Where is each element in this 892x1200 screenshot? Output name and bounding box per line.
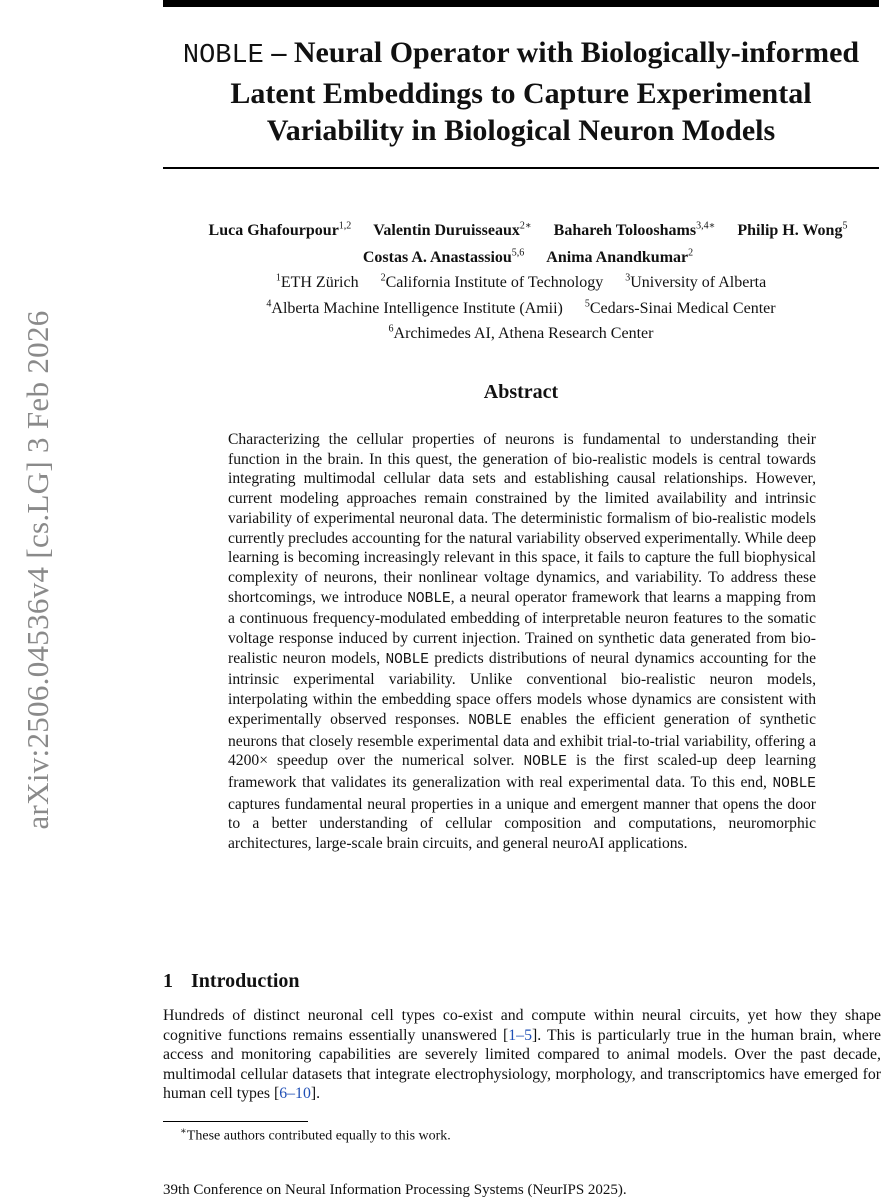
affiliation: $^4$Alberta Machine Intelligence Institute (Amii)	[266, 298, 563, 317]
author: Luca Ghafourpour$^{1,2}$	[208, 221, 352, 240]
author: Anima Anandkumar$^2$	[546, 247, 694, 266]
introduction-paragraph: Hundreds of distinct neuronal cell types co-exist and compute within neural circuits, yet how they shape cognitive functions remains essentially unanswered [1–5]. This is particularly true in the human brain, where access and monitoring capabilities are severely limited compared to animal models. Over the past decade, multimodal cellular datasets that integrate electrophysiology, morphology, and transcriptomics have emerged for human cell types [6–10].	[163, 1007, 881, 1103]
noble-term: NOBLE	[523, 754, 567, 771]
abstract-heading: Abstract	[483, 381, 559, 403]
conference-note: 39th Conference on Neural Information Processing Systems (NeurIPS 2025).	[163, 1182, 627, 1198]
section-heading-introduction	[163, 970, 300, 993]
noble-term: NOBLE	[385, 651, 429, 668]
top-rule	[163, 0, 879, 7]
footnote: ∗These authors contributed equally to this work.	[180, 1126, 451, 1144]
section-number: 1	[163, 970, 173, 992]
title-rule	[163, 167, 879, 169]
author: Bahareh Tolooshams$^{3,4∗}$	[553, 221, 716, 240]
author-list	[163, 216, 892, 269]
title-noble: NOBLE	[182, 41, 264, 71]
noble-term: NOBLE	[407, 590, 451, 607]
author: Philip H. Wong$^5$	[737, 221, 848, 240]
noble-term: NOBLE	[772, 775, 816, 792]
abstract-body: Characterizing the cellular properties of neurons is fundamental to understanding their function in the brain. In this quest, the generation of bio-realistic models is central towards integrating multimodal cellular data sets and establishing causal relationships. However, current modeling approaches remain constrained by the limited availability and intrinsic variability of experimental neuronal data. The deterministic formalism of bio-realistic models currently precludes accounting for the natural variability observed experimentally. While deep learning is becoming increasingly relevant in this space, it fails to capture the full biophysical complexity of neurons, their nonlinear voltage dynamics, and variability. To address these shortcomings, we introduce NOBLE, a neural operator framework that learns a mapping from a continuous frequency-modulated embedding of interpretable neuron features to the somatic voltage response induced by current injection. Trained on synthetic data generated from bio-realistic neuron models, NOBLE predicts distributions of neural dynamics accounting for the intrinsic experimental variability. Unlike conventional bio-realistic neuron models, interpolating within the embedding space offers models whose dynamics are consistent with experimentally observed responses. NOBLE enables the efficient generation of synthetic neurons that closely resemble experimental data and exhibit trial-to-trial variability, offering a 4200× speedup over the numerical solver. NOBLE is the first scaled-up deep learning framework that validates its generalization with real experimental data. To this end, NOBLE captures fundamental neural properties in a unique and emergent manner that opens the door to a better understanding of cellular composition and computations, neuromorphic architectures, large-scale brain circuits, and general neuroAI applications.	[228, 431, 817, 853]
affiliation: $^2$California Institute of Technology	[380, 273, 604, 292]
arxiv-stamp: arXiv:2506.04536v4 [cs.LG] 3 Feb 2026	[20, 310, 55, 830]
affiliation: $^3$University of Alberta	[625, 273, 767, 292]
citation-link[interactable]: 1–5	[508, 1026, 532, 1044]
paper-title	[163, 34, 879, 149]
footnote-rule	[163, 1121, 308, 1122]
section-title: Introduction	[191, 970, 300, 992]
affiliation-list	[163, 268, 879, 344]
citation-link[interactable]: 6–10	[279, 1085, 311, 1103]
noble-term: NOBLE	[468, 712, 512, 729]
affiliation: $^6$Archimedes AI, Athena Research Center	[388, 323, 654, 342]
affiliation: $^1$ETH Zürich	[275, 273, 359, 292]
author: Costas A. Anastassiou$^{5,6}$	[362, 247, 525, 266]
author: Valentin Duruisseaux$^{2∗}$	[373, 221, 532, 240]
affiliation: $^5$Cedars-Sinai Medical Center	[584, 298, 776, 317]
title-text: – Neural Operator with Biologically-informed Latent Embeddings to Capture Experimental Variability in Biological Neuron Models	[230, 36, 860, 147]
